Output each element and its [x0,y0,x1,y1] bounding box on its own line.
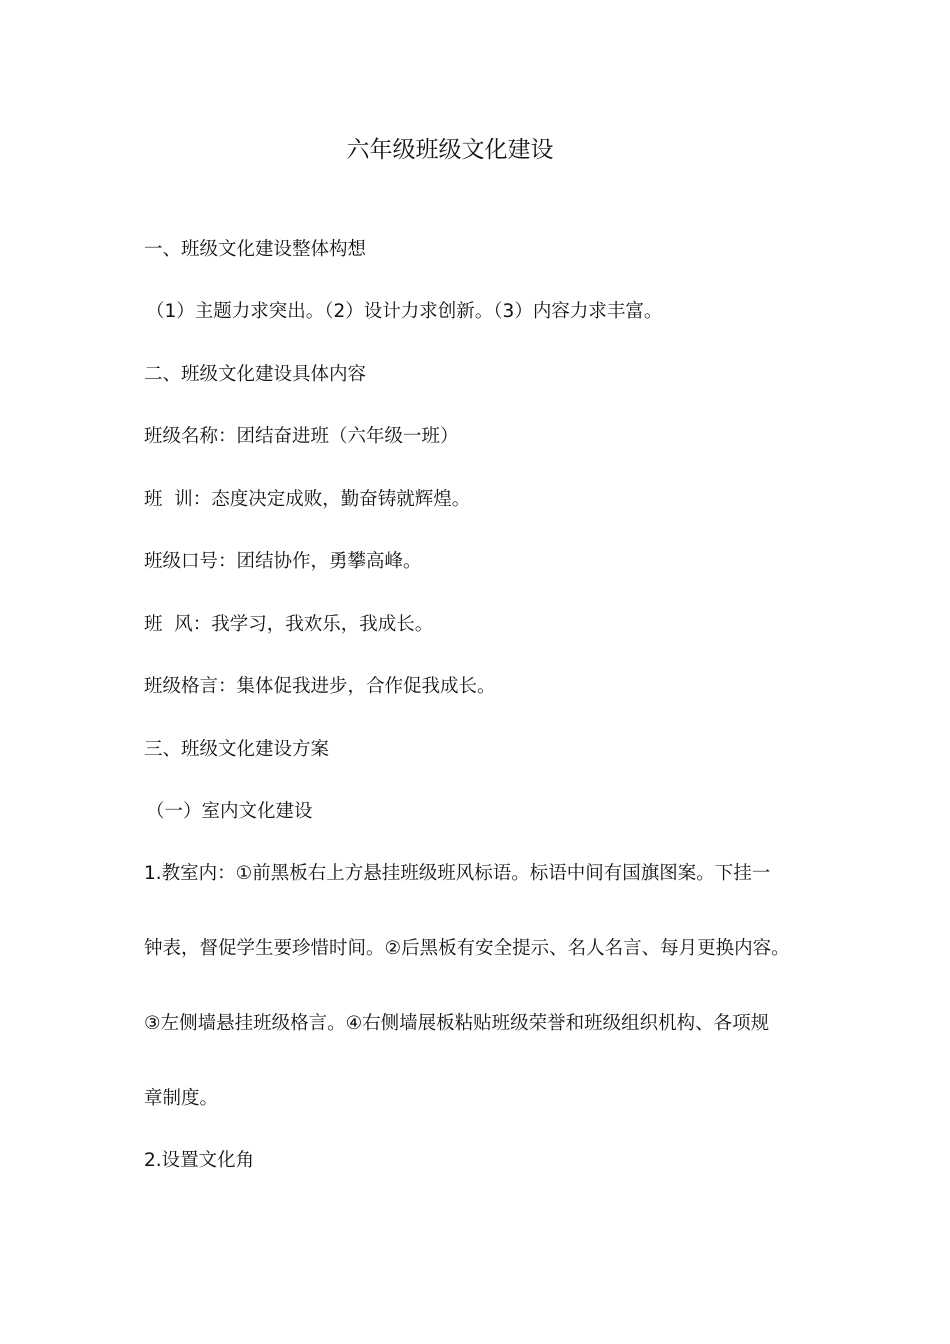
paragraph-goals: （1）主题力求突出。（2）设计力求创新。（3）内容力求丰富。 [146,301,663,322]
culture-corner-heading: 2.设置文化角 [144,1150,255,1171]
paragraph-classroom-line-2: 钟表，督促学生要珍惜时间。②后黑板有安全提示、名人名言、每月更换内容。 [144,938,790,959]
section-heading-2: 二、班级文化建设具体内容 [144,364,367,385]
paragraph-classroom-line-3: ③左侧墙悬挂班级格言。④右侧墙展板粘贴班级荣誉和班级组织机构、各项规 [144,1013,770,1034]
class-motto-line: 班 训：态度决定成败，勤奋铸就辉煌。 [144,489,471,510]
subsection-heading-indoor: （一）室内文化建设 [146,801,313,822]
class-slogan-line: 班级口号：团结协作，勇攀高峰。 [144,551,422,572]
class-maxim-line: 班级格言：集体促我进步，合作促我成长。 [144,676,496,697]
paragraph-classroom-line-1: 1.教室内：①前黑板右上方悬挂班级班风标语。标语中间有国旗图案。下挂一 [144,863,771,884]
class-style-line: 班 风：我学习，我欢乐，我成长。 [144,614,434,635]
document-title: 六年级班级文化建设 [346,137,554,163]
section-heading-3: 三、班级文化建设方案 [144,739,330,760]
class-name-line: 班级名称：团结奋进班（六年级一班） [144,426,459,447]
paragraph-classroom-line-4: 章制度。 [144,1088,219,1109]
section-heading-1: 一、班级文化建设整体构想 [144,239,367,260]
